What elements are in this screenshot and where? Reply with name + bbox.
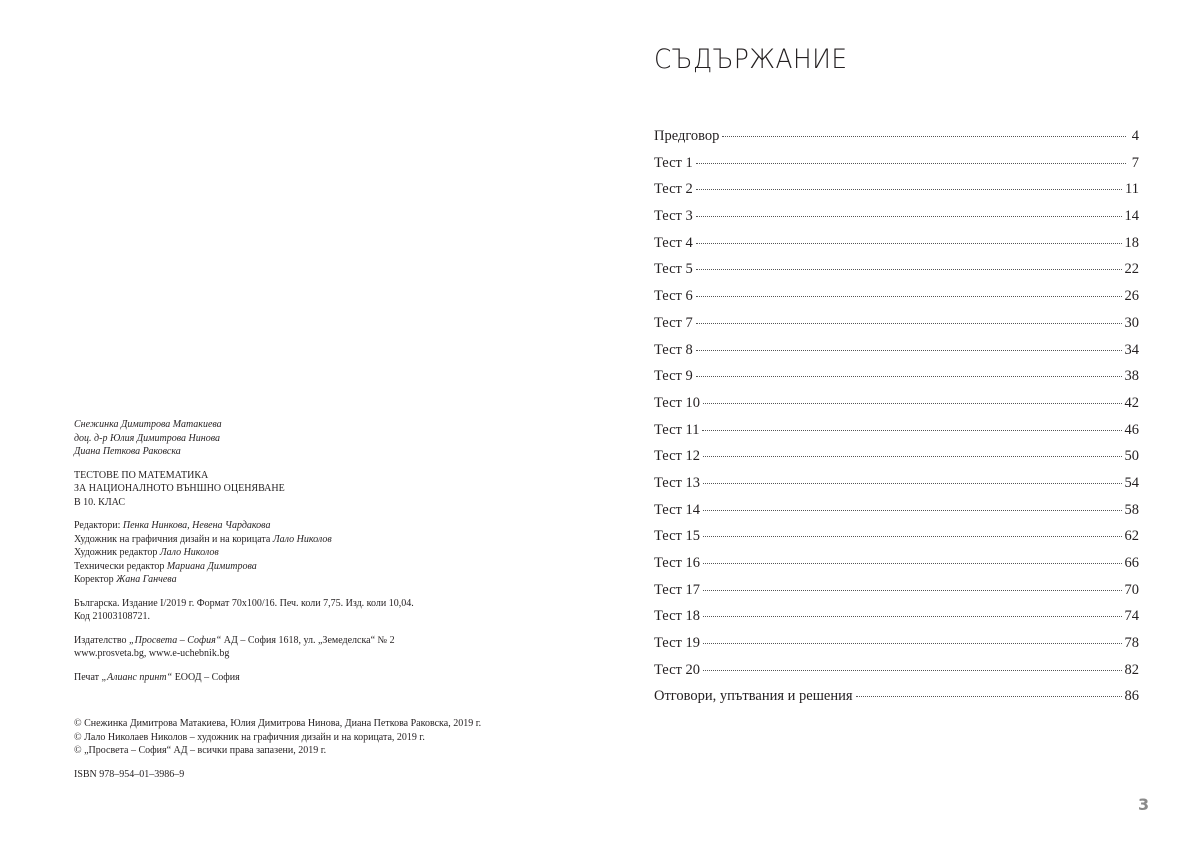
credit-line: [74, 560, 574, 574]
toc-entry-page: 4: [1131, 128, 1139, 144]
toc-dot-leader: [856, 696, 1122, 697]
toc-entry-label: Тест 18: [654, 608, 700, 625]
toc-entry-label: Тест 14: [654, 501, 700, 518]
toc-dot-leader: [703, 536, 1122, 537]
toc-entry-label: Тест 13: [654, 474, 700, 491]
toc-entry-page: 78: [1124, 635, 1139, 652]
toc-entry-page: 58: [1124, 501, 1139, 518]
toc-entry-page: 82: [1124, 661, 1139, 678]
toc-dot-leader: [703, 483, 1122, 484]
toc-entry[interactable]: [654, 235, 1139, 262]
toc-entry-label: Тест 20: [654, 661, 700, 678]
toc-dot-leader: [703, 643, 1122, 644]
toc-entry-page: 11: [1125, 181, 1139, 198]
author-name: Снежинка Димитрова Матакиева: [74, 419, 222, 430]
book-title-line: ЗА НАЦИОНАЛНОТО ВЪНШНО ОЦЕНЯВАНЕ: [74, 483, 285, 494]
credits-block: [74, 519, 574, 587]
toc-entry[interactable]: [654, 528, 1139, 555]
toc-entry[interactable]: [654, 502, 1139, 529]
toc-entry[interactable]: [654, 635, 1139, 662]
credit-role: Технически редактор: [74, 560, 165, 572]
toc-dot-leader: [696, 189, 1122, 190]
credit-role: Художник на графичния дизайн и на корицата: [74, 533, 271, 545]
printer-line: [74, 671, 574, 685]
edition-code: Код 21003108721.: [74, 611, 150, 622]
book-title-line: ТЕСТОВЕ ПО МАТЕМАТИКА: [74, 469, 209, 481]
toc-entry[interactable]: [654, 288, 1139, 315]
toc-entry-label: Тест 10: [654, 394, 700, 411]
toc-entry-page: 54: [1124, 474, 1139, 491]
toc-dot-leader: [703, 590, 1122, 591]
toc-entry-label: Тест 9: [654, 368, 693, 385]
toc-dot-leader: [696, 269, 1122, 270]
toc-entry-label: Тест 11: [654, 421, 700, 438]
toc-entry[interactable]: [654, 181, 1139, 208]
author-name: доц. д-р Юлия Димитрова Нинова: [74, 432, 220, 444]
publisher-suffix: АД – София 1618, ул. „Земеделска“ № 2: [223, 634, 395, 646]
credit-name: Пенка Нинкова, Невена Чардакова: [122, 520, 271, 531]
toc-entry-label: Тест 5: [654, 261, 693, 278]
author-name: Диана Петкова Раковска: [74, 446, 181, 457]
toc-entry-label: Тест 4: [654, 234, 693, 251]
credit-role: Коректор: [74, 574, 114, 585]
toc-dot-leader: [703, 563, 1122, 564]
toc-entry-page: 74: [1124, 608, 1139, 625]
imprint-block: [74, 418, 574, 791]
toc-entry[interactable]: [654, 368, 1139, 395]
credit-line: [74, 519, 574, 533]
credit-line: [74, 573, 574, 587]
toc-entry-page: 14: [1124, 208, 1139, 225]
toc-entry[interactable]: [654, 475, 1139, 502]
toc-entry-page: 50: [1124, 448, 1139, 465]
toc-entry[interactable]: [654, 342, 1139, 369]
toc-entry-page: 62: [1124, 528, 1139, 545]
toc-entry-page: 7: [1131, 154, 1139, 171]
credit-name: Жана Ганчева: [116, 574, 177, 585]
toc-entry-page: 34: [1124, 341, 1139, 358]
toc-entry[interactable]: [654, 448, 1139, 475]
toc-entry[interactable]: [654, 422, 1139, 449]
toc-dot-leader: [703, 456, 1122, 457]
toc-entry[interactable]: [654, 261, 1139, 288]
toc-entry[interactable]: [654, 662, 1139, 689]
toc-entry-page: 26: [1124, 288, 1139, 305]
toc-entry-page: 66: [1124, 555, 1139, 571]
contents-title: СЪДЪРЖАНИЕ: [654, 44, 848, 75]
toc-entry-label: Тест 3: [654, 208, 693, 225]
contents-page: [600, 0, 1200, 852]
authors-block: [74, 418, 574, 459]
isbn: ISBN 978–954–01–3986–9: [74, 768, 185, 780]
toc-dot-leader: [696, 163, 1126, 164]
toc-entry-page: 18: [1124, 234, 1139, 251]
credit-line: [74, 546, 574, 560]
toc-entry[interactable]: [654, 315, 1139, 342]
toc-entry-page: 70: [1124, 581, 1139, 598]
book-title-line: В 10. КЛАС: [74, 496, 126, 508]
toc-entry[interactable]: [654, 555, 1139, 582]
book-title-block: [74, 469, 574, 510]
publisher-prefix: Издателство: [74, 634, 127, 646]
toc-entry[interactable]: [654, 582, 1139, 609]
toc-entry[interactable]: [654, 688, 1139, 715]
toc-dot-leader: [696, 350, 1122, 351]
toc-entry-label: Отговори, упътвания и решения: [654, 688, 853, 705]
toc-entry-label: Тест 15: [654, 528, 700, 545]
toc-entry-page: 22: [1124, 261, 1139, 278]
edition-details: Българска. Издание I/2019 г. Формат 70x100/16. Печ. коли 7,75. Изд. коли 10,04.: [74, 597, 414, 609]
toc-entry-page: 86: [1124, 688, 1139, 705]
credit-role: Редактори:: [74, 520, 121, 531]
toc-entry-page: 46: [1124, 421, 1139, 438]
copyright-line: © Лало Николаев Николов – художник на графичния дизайн и на корицата, 2019 г.: [74, 731, 425, 743]
toc-entry-label: Тест 2: [654, 181, 693, 198]
credit-role: Художник редактор: [74, 547, 158, 558]
toc-dot-leader: [696, 216, 1122, 217]
print-block: [74, 671, 574, 685]
toc-entry-page: 42: [1124, 394, 1139, 411]
toc-entry-label: Тест 7: [654, 314, 693, 331]
publisher-name: „Просвета – София“: [129, 634, 222, 646]
copyright-line: © Снежинка Димитрова Матакиева, Юлия Димитрова Нинова, Диана Петкова Раковска, 2019 г.: [74, 718, 482, 729]
toc-dot-leader: [696, 296, 1122, 297]
toc-dot-leader: [696, 323, 1122, 324]
toc-dot-leader: [696, 243, 1122, 244]
credit-line: [74, 533, 574, 547]
printer-name: „Алианс принт“: [101, 671, 173, 683]
toc-dot-leader: [722, 136, 1126, 137]
toc-entry-label: Тест 17: [654, 581, 700, 598]
toc-dot-leader: [703, 510, 1122, 511]
toc-dot-leader: [696, 376, 1122, 377]
toc-entry-label: Тест 8: [654, 341, 693, 358]
printer-suffix: ЕООД – София: [174, 671, 240, 683]
copyright-block: [74, 717, 574, 758]
toc-entry[interactable]: [654, 208, 1139, 235]
toc-entry-label: Тест 12: [654, 448, 700, 465]
toc-entry[interactable]: [654, 395, 1139, 422]
copyright-line: © „Просвета – София“ АД – всички права запазени, 2019 г.: [74, 745, 327, 756]
toc-entry[interactable]: [654, 155, 1139, 182]
publisher-address: [74, 634, 574, 648]
toc-dot-leader: [703, 670, 1122, 671]
toc-entry-page: 30: [1124, 314, 1139, 331]
toc-dot-leader: [703, 403, 1122, 404]
isbn-block: [74, 768, 574, 782]
credit-name: Лало Николов: [159, 547, 219, 558]
page-number: 3: [1138, 795, 1150, 814]
toc-dot-leader: [702, 430, 1121, 431]
toc-entry-page: 38: [1124, 368, 1139, 385]
table-of-contents: [654, 128, 1139, 715]
toc-entry-label: Тест 19: [654, 635, 700, 652]
credit-name: Мариана Димитрова: [166, 560, 257, 572]
toc-dot-leader: [703, 616, 1122, 617]
publisher-block: [74, 634, 574, 661]
toc-entry-label: Тест 1: [654, 154, 693, 171]
edition-block: [74, 597, 574, 624]
toc-entry[interactable]: [654, 608, 1139, 635]
credit-name: Лало Николов: [272, 533, 332, 545]
toc-entry-label: Тест 6: [654, 288, 693, 305]
toc-entry-label: Предговор: [654, 128, 720, 144]
toc-entry[interactable]: [654, 128, 1139, 155]
toc-entry-label: Тест 16: [654, 555, 700, 571]
publisher-websites: www.prosveta.bg, www.e-uchebnik.bg: [74, 648, 230, 659]
printer-prefix: Печат: [74, 671, 99, 683]
